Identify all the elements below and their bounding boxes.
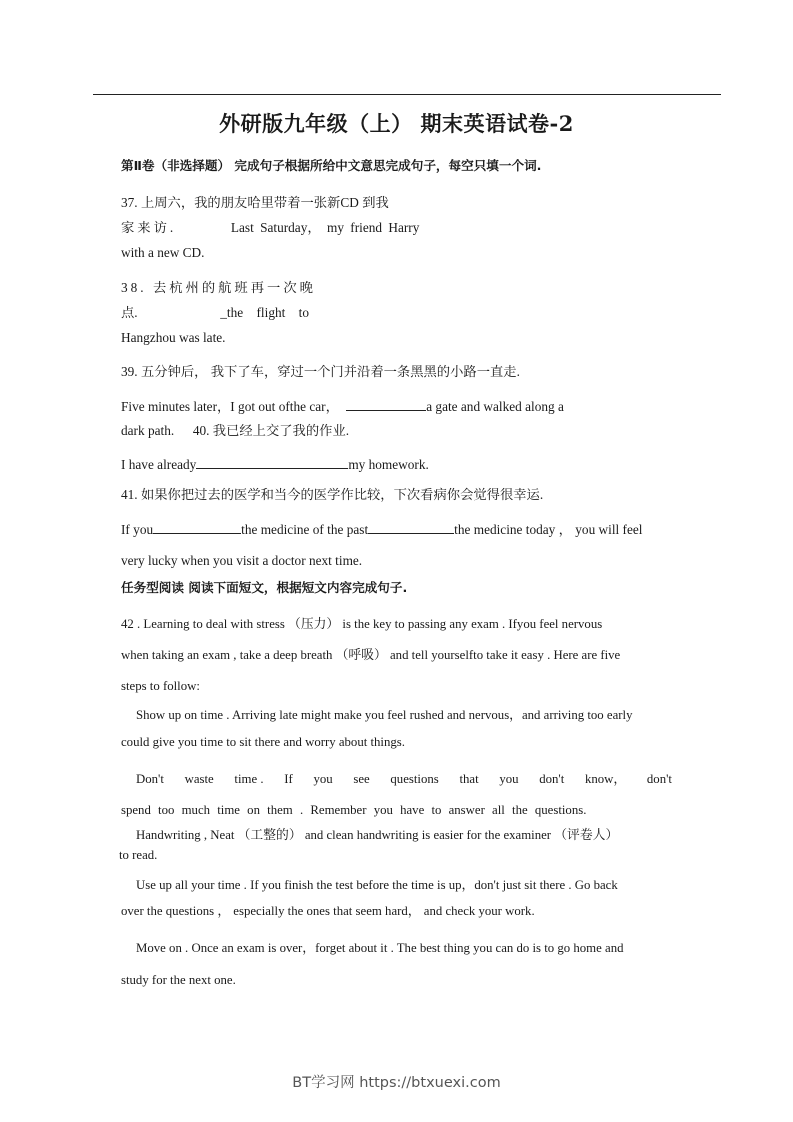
q39-english-line2 <box>121 424 349 437</box>
passage-step2-line2: spend too much time on them . Remember you have to answer all the questions. <box>121 803 587 817</box>
word: don't <box>539 772 565 786</box>
q38-english-line1: _the flight to <box>220 305 309 320</box>
header-rule <box>93 94 721 95</box>
footer-watermark: BT学习网 https://btxuexi.com <box>292 1075 501 1091</box>
word: you <box>313 772 333 786</box>
q39-english-line1 <box>121 399 564 413</box>
q41-text-after-blank2: the medicine today ， you will feel <box>454 522 643 537</box>
passage-step5-line2: study for the next one. <box>121 973 236 987</box>
passage-step1-line1: Show up on time . Arriving late might make you feel rushed and nervous，and arriving too early <box>136 708 633 722</box>
passage-step1-line2: could give you time to sit there and worry about things. <box>121 735 405 749</box>
page-title: 外研版九年级（上） 期末英语试卷-2 <box>219 111 574 136</box>
passage-line-3: steps to follow: <box>121 679 200 693</box>
passage-step4-line2: over the questions ， especially the ones that seem hard， and check your work. <box>121 904 535 918</box>
q37-line2 <box>121 221 419 234</box>
q41-text-between-blanks: the medicine of the past <box>241 522 369 537</box>
q41-english-line2: very lucky when you visit a doctor next time. <box>121 553 363 568</box>
passage-line-1: 42 . Learning to deal with stress （压力） is the key to passing any exam . Ifyou feel nervous <box>121 617 603 631</box>
q40-text-after-blank: my homework. <box>348 457 429 472</box>
word: see <box>353 772 370 786</box>
q39-text-before-blank: Five minutes later，I got out ofthe car， <box>121 399 339 414</box>
q38-chinese-line2: 点. <box>121 305 138 320</box>
q39-text-after-blank: a gate and walked along a <box>426 399 564 414</box>
passage-step3-line1: Handwriting , Neat （工整的） and clean handwriting is easier for the examiner （评卷人） <box>136 828 619 842</box>
q39-text-end: dark path. <box>121 423 175 438</box>
word: time . <box>234 772 264 786</box>
q39-chinese: 39. 五分钟后， 我下了车，穿过一个门并沿着一条黑黑的小路一直走. <box>121 364 520 379</box>
q37-english-line1: Last Saturday， my friend Harry <box>230 220 420 235</box>
q41-chinese: 41. 如果你把过去的医学和当今的医学作比较，下次看病你会觉得很幸运. <box>121 487 544 502</box>
section-heading: 第Ⅱ卷（非选择题） 完成句子根据所给中文意思完成句子，每空只填一个词. <box>121 158 542 173</box>
q41-answer-blank-1[interactable] <box>153 522 241 534</box>
passage-step4-line1: Use up all your time . If you finish the test before the time is up，don't just sit there . Go back <box>136 878 618 892</box>
passage-step3-line2: to read. <box>119 848 158 862</box>
q39-answer-blank[interactable] <box>346 399 426 411</box>
q41-english-line1 <box>121 522 642 536</box>
q38-english-line2: Hangzhou was late. <box>121 330 226 345</box>
q37-chinese-line1: 37. 上周六，我的朋友哈里带着一张新CD 到我 <box>121 195 389 210</box>
q37-chinese-line2: 家来访. <box>121 220 177 235</box>
q37-english-line2: with a new CD. <box>121 245 205 260</box>
word: that <box>459 772 479 786</box>
q40-chinese: 40. 我已经上交了我的作业. <box>192 423 350 438</box>
q41-answer-blank-2[interactable] <box>368 522 454 534</box>
q38-chinese-line1: 38. 去杭州的航班再一次晚 <box>121 280 316 295</box>
word: questions <box>390 772 439 786</box>
word: know， <box>584 772 627 786</box>
q41-text-before-blank1: If you <box>121 522 154 537</box>
word: don't <box>646 772 672 786</box>
word: Don't <box>136 772 164 786</box>
q40-text-before-blank: I have already <box>121 457 197 472</box>
passage-step5-line1: Move on . Once an exam is over，forget about it . The best thing you can do is to go home and <box>136 941 624 955</box>
word: If <box>284 772 293 786</box>
q38-line2 <box>121 306 309 319</box>
passage-line-2: when taking an exam , take a deep breath （呼吸） and tell yourselfto take it easy . Here are five <box>121 648 621 662</box>
word: waste <box>184 772 214 786</box>
passage-step2-line1 <box>136 773 672 786</box>
q40-answer-blank[interactable] <box>196 457 348 469</box>
q40-english <box>121 457 429 471</box>
reading-heading: 任务型阅读 阅读下面短文，根据短文内容完成句子. <box>121 580 408 595</box>
word: you <box>499 772 519 786</box>
